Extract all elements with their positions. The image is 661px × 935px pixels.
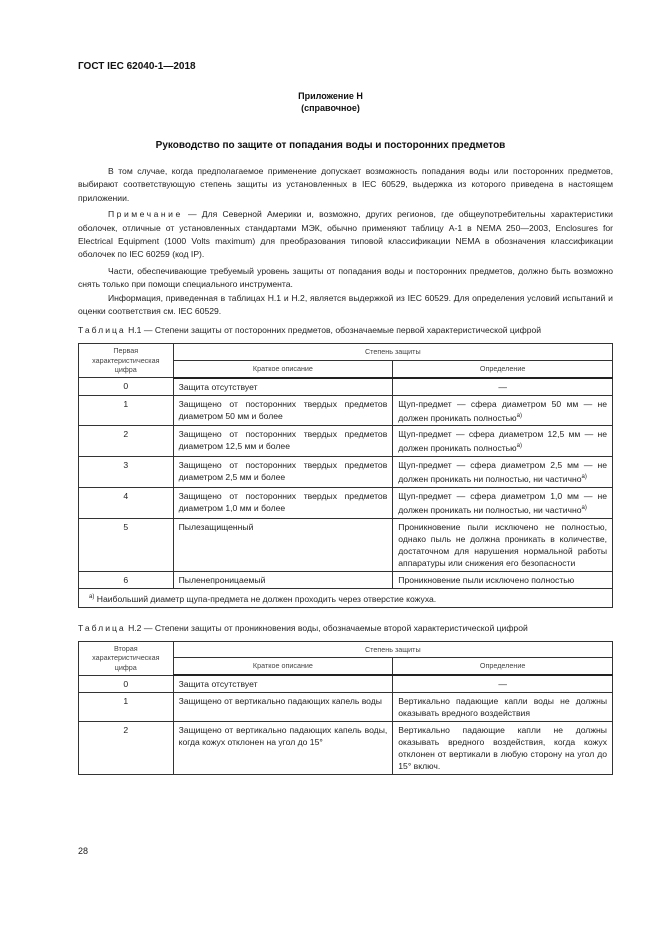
definition: Щуп-предмет — сфера диаметром 2,5 мм — не должен проникать ни полностью, ни частично [398, 460, 607, 485]
definition: — [498, 381, 507, 392]
digit-cell [79, 693, 174, 722]
col-short: Краткое описание [173, 360, 393, 377]
section-heading: Руководство по защите от попадания воды и посторонних предметов [155, 140, 506, 151]
note-text: — Для Северной Америки и, возможно, других регионов, где общеупотребительны характеристики оболочек, отличные от установленных стандартами МЭК, обычно применяют таблицу А-1 в NEMA 250—2003, Enclosures for Electrical Equipment (1000 Volts maximum) для преобразования типовой классификации NEMA в обозначения классификации оболочек по IEC 60259 (код IP). [78, 209, 613, 260]
definition-cell [393, 395, 613, 426]
table-row [79, 457, 613, 488]
digit-cell [79, 426, 174, 457]
digit: 4 [123, 491, 129, 502]
table-h1 [78, 343, 613, 608]
short-description-cell [173, 457, 393, 488]
digit: 0 [123, 678, 129, 689]
table-h2 [78, 641, 613, 775]
table1-caption [78, 324, 613, 337]
definition: Вертикально падающие капли воды не должны оказывать вредного воздействия [398, 696, 607, 719]
table-row [79, 378, 613, 396]
caption-text: Н.1 — Степени защиты от посторонних предметов, обозначаемые первой характеристической цифрой [125, 325, 542, 336]
definition: Щуп-предмет — сфера диаметром 12,5 мм — не должен проникать полностью [398, 429, 607, 454]
digit-cell [79, 518, 174, 571]
digit-cell [79, 722, 174, 775]
footnote-ref: а) [581, 474, 587, 481]
digit: 3 [123, 460, 129, 471]
col-digit: Вторая характеристическая цифра [79, 641, 174, 675]
footnote-ref: а) [581, 505, 587, 512]
page-number: 28 [78, 846, 89, 856]
footnote-ref: а) [516, 443, 522, 450]
caption-label: Таблица [78, 325, 126, 336]
short-description: Защищено от посторонних твердых предметов диаметром 2,5 мм и более [178, 460, 388, 483]
col-def: Определение [393, 658, 613, 675]
appendix-title: Приложение Н [298, 91, 363, 101]
col-group: Степень защиты [173, 344, 612, 361]
col-short: Краткое описание [173, 658, 393, 675]
definition-cell [393, 693, 613, 722]
definition-cell [393, 675, 613, 693]
definition: Вертикально падающие капли не должны оказывать вредного воздействия, когда кожух отклонен от вертикали в любую сторону на угол до 15° включ. [398, 725, 607, 772]
digit-cell [79, 571, 174, 588]
definition-cell [393, 488, 613, 519]
table2-caption [78, 622, 613, 635]
definition: Проникновение пыли исключено не полностью, однако пыль не должна проникать в количестве, достаточном для нарушения нормальной работы аппаратуры или снижения его безопасности [398, 521, 607, 568]
definition: Проникновение пыли исключено полностью [398, 574, 575, 585]
paragraph: Информация, приведенная в таблицах Н.1 и Н.2, является выдержкой из IEC 60529. Для определения условий испытаний и оценки соответствия см. IEC 60529. [78, 292, 613, 316]
short-description: Защищено от вертикально падающих капель воды [178, 696, 382, 707]
definition-cell [393, 378, 613, 396]
short-description-cell [173, 571, 393, 588]
short-description: Защита отсутствует [178, 381, 258, 392]
short-description-cell [173, 426, 393, 457]
short-description: Защищено от посторонних твердых предметов диаметром 50 мм и более [178, 398, 388, 421]
digit: 2 [123, 429, 129, 440]
definition-cell [393, 426, 613, 457]
paragraph: Части, обеспечивающие требуемый уровень защиты от попадания воды и посторонних предметов, должно быть возможно снять только при помощи специального инструмента. [78, 266, 613, 290]
short-description: Защищено от посторонних твердых предметов диаметром 1,0 мм и более [178, 491, 388, 514]
digit-cell [79, 395, 174, 426]
table-row [79, 518, 613, 571]
definition-cell [393, 571, 613, 588]
short-description: Пылезащищенный [178, 521, 254, 532]
short-description-cell [173, 675, 393, 693]
short-description-cell [173, 693, 393, 722]
short-description-cell [173, 395, 393, 426]
definition: — [498, 679, 507, 690]
short-description-cell [173, 518, 393, 571]
digit: 2 [123, 725, 129, 736]
body-text [78, 165, 613, 789]
short-description: Защита отсутствует [178, 679, 258, 690]
footnote-text: Наибольший диаметр щупа-предмета не должен проходить через отверстие кожуха. [94, 593, 437, 604]
table-row [79, 426, 613, 457]
table-row [79, 675, 613, 693]
digit-cell [79, 488, 174, 519]
appendix-subtitle: (справочное) [301, 103, 360, 113]
note-label: Примечание [108, 209, 183, 220]
digit-cell [79, 457, 174, 488]
table-row [79, 693, 613, 722]
definition-cell [393, 722, 613, 775]
table-row [79, 571, 613, 588]
short-description-cell [173, 378, 393, 396]
digit-cell [79, 675, 174, 693]
short-description-cell [173, 488, 393, 519]
standard-header: ГОСТ IEC 62040-1—2018 [78, 61, 196, 72]
short-description: Защищено от посторонних твердых предметов диаметром 12,5 мм и более [178, 429, 388, 452]
digit: 1 [123, 398, 129, 409]
definition-cell [393, 518, 613, 571]
table-row [79, 395, 613, 426]
table-row [79, 722, 613, 775]
digit: 5 [123, 521, 129, 532]
digit-cell [79, 378, 174, 396]
table-row [79, 488, 613, 519]
digit: 0 [123, 381, 129, 392]
short-description: Пыленепроницаемый [178, 574, 266, 585]
col-group: Степень защиты [173, 641, 612, 658]
footnote-mark: а) [89, 593, 95, 600]
caption-label: Таблица [78, 622, 126, 633]
paragraph: В том случае, когда предполагаемое применение допускает возможность попадания воды или посторонних предметов, выбирают соответствующую степень защиты из установленных в IEC 60529, выдержка из которого приведена в настоящем приложении. [78, 166, 613, 203]
caption-text: Н.2 — Степени защиты от проникновения воды, обозначаемые второй характеристической цифрой [125, 622, 528, 633]
short-description-cell [173, 722, 393, 775]
definition: Щуп-предмет — сфера диаметром 50 мм — не должен проникать полностью [398, 398, 607, 423]
footnote-ref: а) [516, 412, 522, 419]
col-def: Определение [393, 360, 613, 377]
note [78, 208, 613, 261]
digit: 1 [123, 696, 129, 707]
short-description: Защищено от вертикально падающих капель воды, когда кожух отклонен на угол до 15° [178, 725, 388, 748]
definition: Щуп-предмет — сфера диаметром 1,0 мм — не должен проникать ни полностью, ни частично [398, 491, 607, 515]
table-footnote [79, 588, 613, 607]
col-digit: Первая характеристическая цифра [79, 344, 174, 378]
digit: 6 [123, 574, 129, 585]
definition-cell [393, 457, 613, 488]
